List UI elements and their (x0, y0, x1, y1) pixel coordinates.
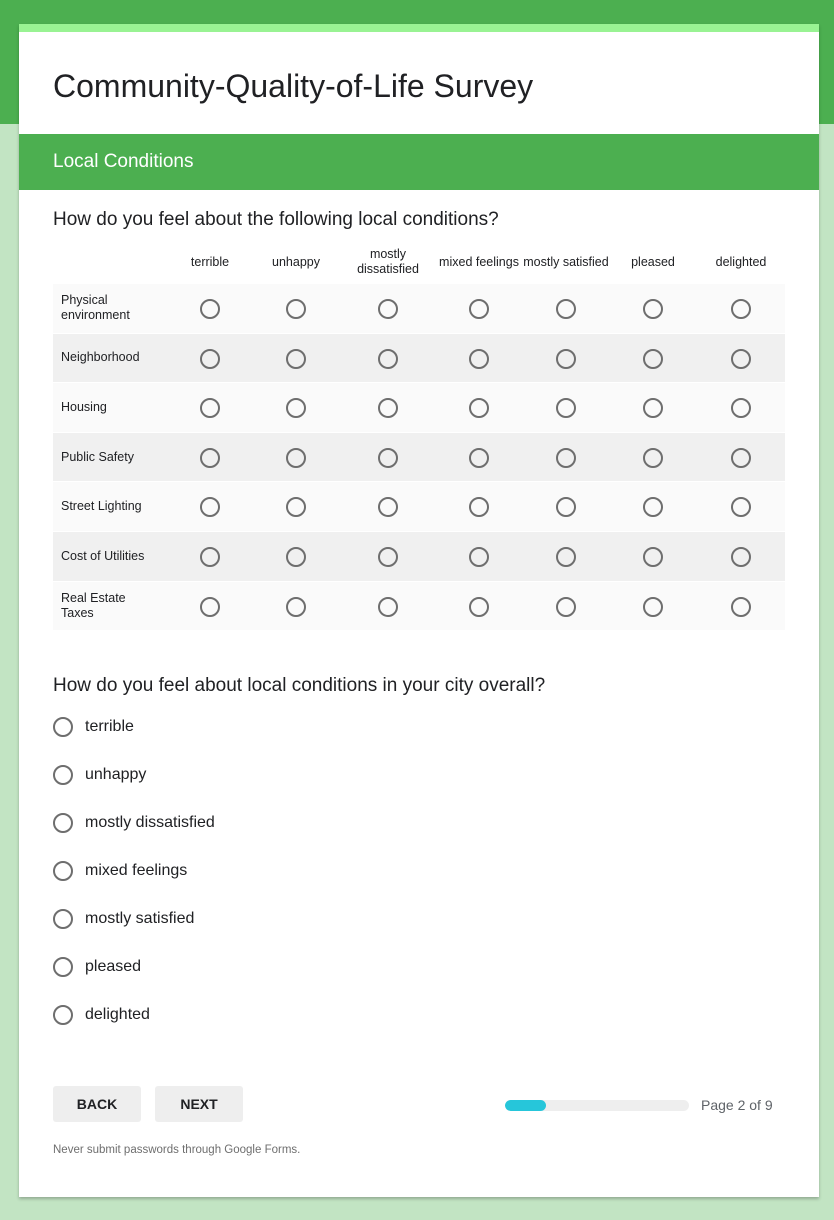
accent-strip (19, 24, 819, 32)
form-card (19, 24, 819, 1197)
grid-radio[interactable] (731, 547, 751, 567)
grid-row (53, 284, 785, 334)
radio-option[interactable] (53, 956, 141, 978)
grid-radio[interactable] (469, 597, 489, 617)
grid-row (53, 433, 785, 483)
grid-question (53, 240, 785, 631)
form-title: Community-Quality-of-Life Survey (53, 68, 534, 104)
grid-column-header: unhappy (272, 254, 320, 269)
grid-radio[interactable] (286, 547, 306, 567)
radio-option-label: delighted (85, 1006, 150, 1023)
radio-button[interactable] (53, 861, 73, 881)
grid-radio[interactable] (286, 398, 306, 418)
grid-radio[interactable] (469, 547, 489, 567)
grid-radio[interactable] (556, 497, 576, 517)
grid-header (53, 240, 785, 284)
grid-radio[interactable] (378, 497, 398, 517)
grid-radio[interactable] (643, 448, 663, 468)
back-button[interactable]: BACK (53, 1086, 141, 1122)
grid-row-label: Neighborhood (61, 350, 140, 365)
grid-radio[interactable] (643, 597, 663, 617)
grid-radio[interactable] (556, 597, 576, 617)
radio-option[interactable] (53, 764, 146, 786)
progress-text: Page 2 of 9 (701, 1097, 773, 1113)
grid-radio[interactable] (200, 547, 220, 567)
grid-column-header: mostly dissatisfied (357, 247, 419, 276)
grid-radio[interactable] (378, 448, 398, 468)
radio-option-label: unhappy (85, 766, 147, 783)
grid-row-label: Real Estate Taxes (61, 590, 126, 620)
grid-radio[interactable] (200, 299, 220, 319)
grid-radio[interactable] (286, 349, 306, 369)
grid-radio[interactable] (469, 398, 489, 418)
radio-button[interactable] (53, 813, 73, 833)
radio-button[interactable] (53, 957, 73, 977)
radio-option-label: mostly dissatisfied (85, 814, 215, 831)
radio-button[interactable] (53, 909, 73, 929)
grid-row (53, 334, 785, 384)
radio-option[interactable] (53, 1004, 150, 1026)
grid-column-header: pleased (631, 254, 675, 269)
grid-body (53, 284, 785, 631)
grid-row-label: Cost of Utilities (61, 548, 145, 563)
grid-row (53, 582, 785, 632)
grid-radio[interactable] (200, 349, 220, 369)
progress-bar (505, 1100, 689, 1111)
progress-fill (505, 1100, 546, 1111)
grid-radio[interactable] (556, 547, 576, 567)
grid-column-header: mostly satisfied (523, 254, 609, 269)
grid-radio[interactable] (643, 547, 663, 567)
grid-row (53, 383, 785, 433)
grid-radio[interactable] (731, 597, 751, 617)
grid-radio[interactable] (731, 448, 751, 468)
grid-radio[interactable] (556, 448, 576, 468)
grid-radio[interactable] (378, 398, 398, 418)
radio-option-label: mixed feelings (85, 862, 188, 879)
grid-radio[interactable] (378, 597, 398, 617)
grid-row (53, 532, 785, 582)
grid-radio[interactable] (556, 398, 576, 418)
grid-radio[interactable] (200, 597, 220, 617)
grid-radio[interactable] (731, 497, 751, 517)
grid-radio[interactable] (286, 299, 306, 319)
radio-option[interactable] (53, 860, 187, 882)
grid-row (53, 482, 785, 532)
grid-radio[interactable] (643, 299, 663, 319)
grid-radio[interactable] (200, 448, 220, 468)
grid-radio[interactable] (469, 497, 489, 517)
grid-radio[interactable] (469, 299, 489, 319)
grid-row-label: Physical environment (61, 293, 130, 323)
grid-row-label: Public Safety (61, 449, 134, 464)
radio-option-label: pleased (85, 958, 142, 975)
grid-radio[interactable] (643, 497, 663, 517)
radio-option[interactable] (53, 908, 194, 930)
radio-option[interactable] (53, 716, 134, 738)
grid-radio[interactable] (469, 349, 489, 369)
radio-button[interactable] (53, 717, 73, 737)
grid-column-header: delighted (715, 254, 767, 269)
radio-button[interactable] (53, 765, 73, 785)
grid-radio[interactable] (469, 448, 489, 468)
grid-radio[interactable] (378, 299, 398, 319)
overall-question-title: How do you feel about local conditions in your city overall? (53, 675, 546, 696)
grid-row-label: Housing (61, 399, 107, 414)
grid-radio[interactable] (378, 547, 398, 567)
radio-button[interactable] (53, 1005, 73, 1025)
grid-radio[interactable] (286, 448, 306, 468)
next-button[interactable]: NEXT (155, 1086, 243, 1122)
radio-option[interactable] (53, 812, 215, 834)
grid-column-header: terrible (190, 254, 230, 269)
grid-column-header: mixed feelings (439, 254, 519, 269)
section-header: Local Conditions (19, 134, 819, 190)
radio-option-label: terrible (85, 718, 134, 735)
grid-radio[interactable] (731, 398, 751, 418)
footer-notice: Never submit passwords through Google Forms. (53, 1144, 301, 1156)
grid-question-title: How do you feel about the following local conditions? (53, 209, 499, 230)
radio-option-label: mostly satisfied (85, 910, 195, 927)
grid-radio[interactable] (731, 299, 751, 319)
grid-radio[interactable] (556, 299, 576, 319)
grid-radio[interactable] (378, 349, 398, 369)
grid-radio[interactable] (286, 497, 306, 517)
grid-row-label: Street Lighting (61, 499, 142, 514)
grid-radio[interactable] (200, 398, 220, 418)
grid-radio[interactable] (556, 349, 576, 369)
grid-radio[interactable] (643, 349, 663, 369)
grid-radio[interactable] (200, 497, 220, 517)
grid-radio[interactable] (731, 349, 751, 369)
grid-radio[interactable] (286, 597, 306, 617)
grid-radio[interactable] (643, 398, 663, 418)
